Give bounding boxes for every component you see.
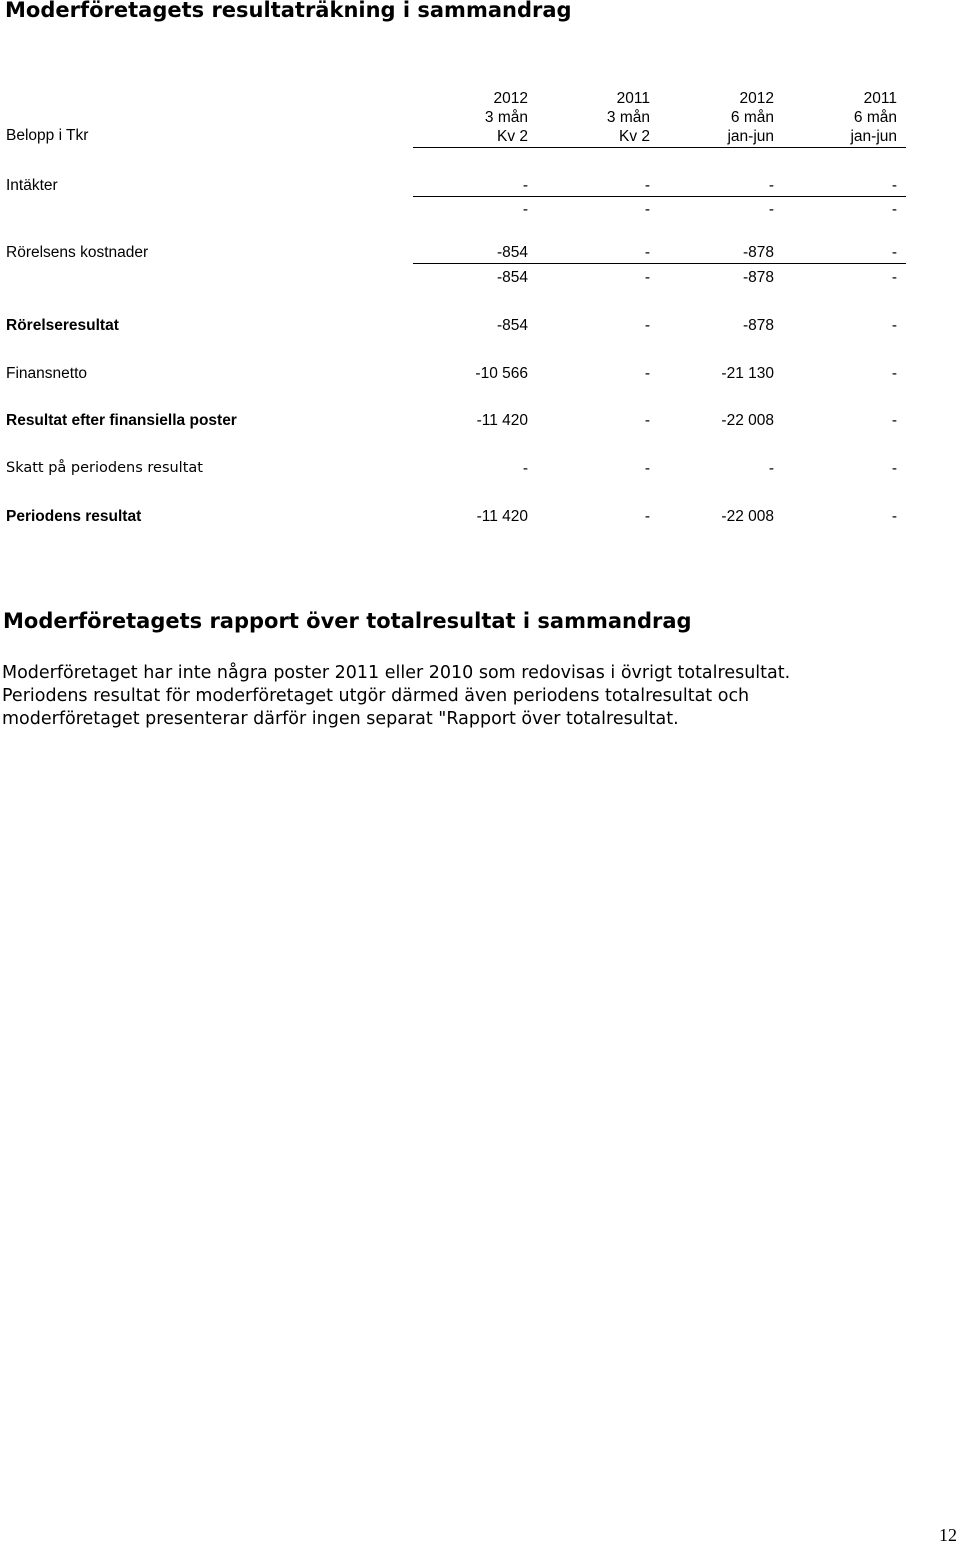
- row-label-skatt: Skatt på periodens resultat: [6, 460, 203, 476]
- table-cell: -878: [742, 269, 774, 286]
- table-cell: -: [891, 460, 897, 477]
- table-cell: -11 420: [476, 412, 528, 429]
- table-cell: -: [891, 244, 897, 261]
- section-title: Moderföretagets rapport över totalresultat i sammandrag: [3, 609, 692, 633]
- subtotal-rule: [413, 263, 906, 264]
- unit-label: Belopp i Tkr: [6, 127, 89, 144]
- table-cell: -: [891, 317, 897, 334]
- paragraph-line: Periodens resultat för moderföretaget utgör därmed även periodens totalresultat och: [2, 686, 750, 706]
- column-header-2: [607, 89, 650, 146]
- column-months: 3 mån: [484, 109, 528, 126]
- column-period: Kv 2: [496, 128, 528, 145]
- table-cell: -: [644, 244, 650, 261]
- table-cell: -: [644, 201, 650, 218]
- table-cell: -: [891, 177, 897, 194]
- row-label-intakter: Intäkter: [6, 177, 58, 194]
- table-cell: -: [522, 201, 528, 218]
- table-cell: -: [891, 269, 897, 286]
- row-label-resultat-efter-finansiella-poster: Resultat efter finansiella poster: [6, 412, 237, 429]
- page-title: Moderföretagets resultaträkning i sammandrag: [5, 0, 572, 22]
- table-cell: -878: [742, 244, 774, 261]
- column-year: 2012: [739, 90, 774, 107]
- table-cell: -: [644, 365, 650, 382]
- table-cell: -11 420: [476, 508, 528, 525]
- column-period: jan-jun: [850, 128, 897, 145]
- table-cell: -22 008: [721, 412, 774, 429]
- section-paragraph: [2, 662, 790, 731]
- table-cell: -10 566: [475, 365, 528, 382]
- column-months: 3 mån: [606, 109, 650, 126]
- column-year: 2011: [616, 90, 650, 107]
- table-cell: -: [522, 460, 528, 477]
- header-rule: [413, 147, 906, 148]
- column-period: jan-jun: [727, 128, 774, 145]
- table-cell: -: [768, 201, 774, 218]
- table-cell: -: [768, 177, 774, 194]
- page-number: 12: [939, 1525, 957, 1545]
- row-label-periodens-resultat: Periodens resultat: [6, 508, 142, 525]
- subtotal-rule: [413, 196, 906, 197]
- table-cell: -: [644, 460, 650, 477]
- table-cell: -: [891, 412, 897, 429]
- table-cell: -: [891, 201, 897, 218]
- paragraph-line: moderföretaget presenterar därför ingen separat "Rapport över totalresultat.: [2, 709, 679, 729]
- table-cell: -854: [496, 317, 528, 334]
- table-cell: -: [644, 412, 650, 429]
- paragraph-line: Moderföretaget har inte några poster 2011 eller 2010 som redovisas i övrigt totalresultat.: [2, 663, 791, 683]
- table-cell: -: [522, 177, 528, 194]
- column-year: 2011: [863, 90, 897, 107]
- column-months: 6 mån: [730, 109, 774, 126]
- column-header-3: [727, 89, 774, 146]
- column-months: 6 mån: [853, 109, 897, 126]
- table-cell: -: [644, 317, 650, 334]
- table-cell: -: [891, 365, 897, 382]
- table-cell: -: [644, 269, 650, 286]
- table-cell: -: [768, 460, 774, 477]
- column-header-4: [850, 89, 897, 146]
- table-cell: -: [644, 177, 650, 194]
- table-cell: -22 008: [721, 508, 774, 525]
- table-cell: -: [891, 508, 897, 525]
- row-label-finansnetto: Finansnetto: [6, 365, 87, 382]
- row-label-rorelseresultat: Rörelseresultat: [6, 317, 119, 334]
- row-label-rorelsens-kostnader: Rörelsens kostnader: [6, 244, 149, 261]
- table-cell: -: [644, 508, 650, 525]
- table-cell: -854: [496, 269, 528, 286]
- column-year: 2012: [493, 90, 528, 107]
- column-header-1: [485, 89, 528, 146]
- table-cell: -854: [496, 244, 528, 261]
- table-cell: -878: [742, 317, 774, 334]
- column-period: Kv 2: [618, 128, 650, 145]
- table-cell: -21 130: [721, 365, 774, 382]
